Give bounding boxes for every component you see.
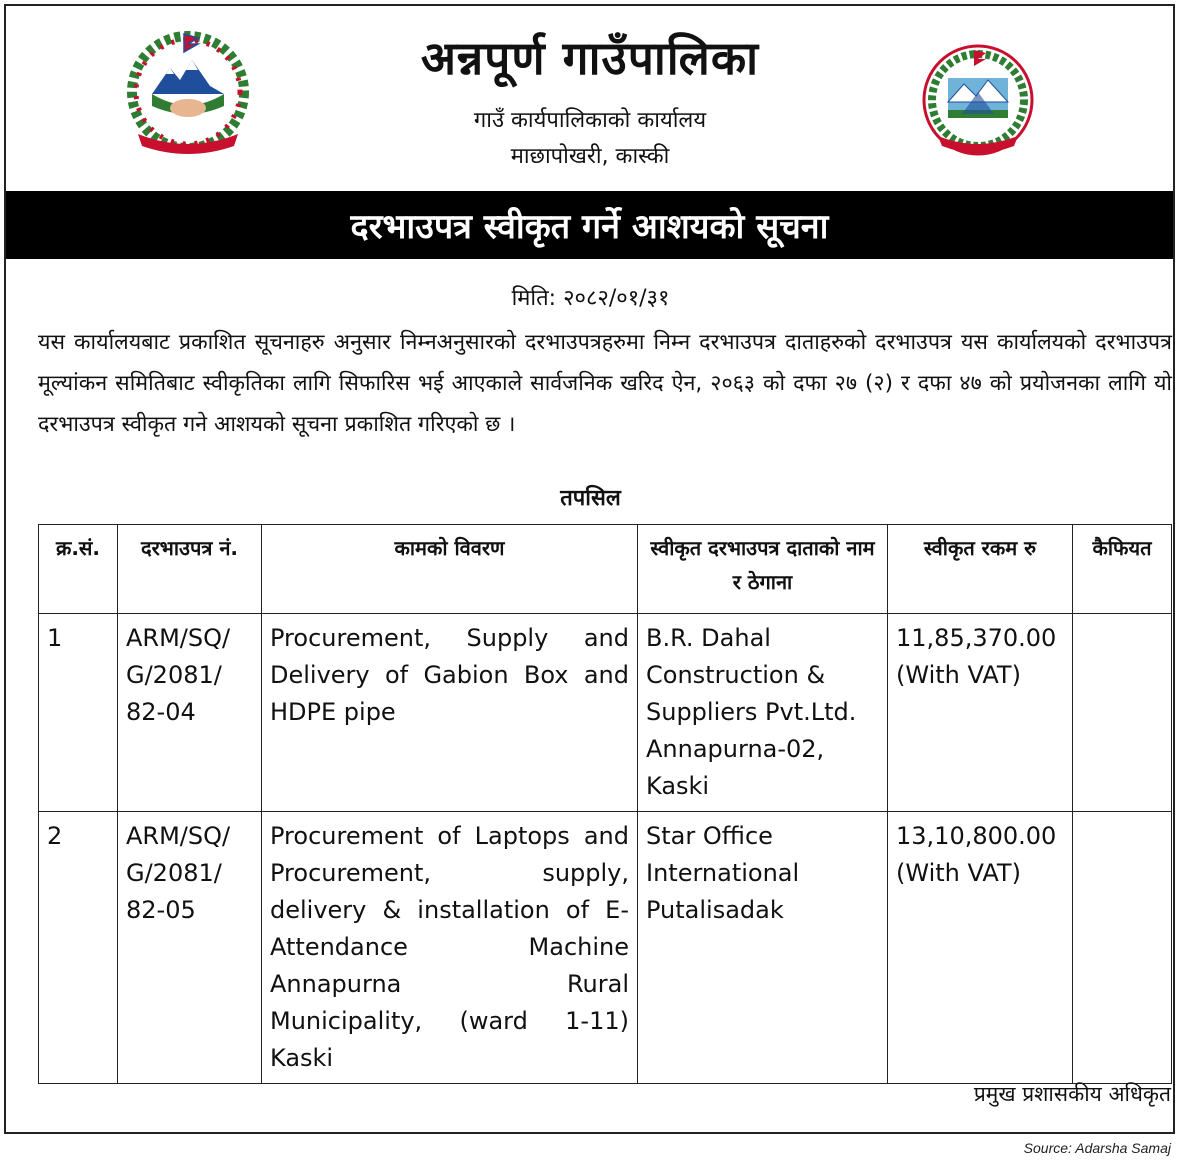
- table-header-row: [39, 525, 1172, 614]
- award-table: [38, 524, 1172, 1084]
- col-header-bidder: स्वीकृत दरभाउपत्र दाताको नाम र ठेगाना: [638, 525, 888, 614]
- col-header-amount: स्वीकृत रकम रु: [888, 525, 1073, 614]
- amount-note: (With VAT): [896, 859, 1021, 887]
- notice-date: मिति: २०८२/०१/३१: [511, 286, 670, 311]
- amount-value: 13,10,800.00: [896, 822, 1057, 850]
- cell-sn: 1: [39, 614, 118, 812]
- col-header-description: कामको विवरण: [262, 525, 638, 614]
- notice-title: दरभाउपत्र स्वीकृत गर्ने आशयको सूचना: [350, 207, 829, 247]
- cell-amount: [888, 812, 1073, 1084]
- cell-description: Procurement of Laptops and Procurement, supply, delivery & installation of E-Attendance Machine Annapurna Rural Municipality, (ward 1-11) Kaski: [262, 812, 638, 1084]
- cell-bid-no: ARM/SQ/ G/2081/ 82-05: [118, 812, 262, 1084]
- office-name: गाउँ कार्यपालिकाको कार्यालय: [473, 108, 707, 133]
- col-header-remarks: कैफियत: [1073, 525, 1172, 614]
- office-address: माछापोखरी, कास्की: [510, 144, 670, 169]
- amount-value: 11,85,370.00: [896, 624, 1057, 652]
- org-name: अन्नपूर्ण गाउँपालिका: [420, 31, 760, 85]
- cell-remarks: [1073, 614, 1172, 812]
- col-header-sn: क्र.सं.: [39, 525, 118, 614]
- table-row: [39, 812, 1172, 1084]
- source-credit: Source: Adarsha Samaj: [1023, 1140, 1171, 1156]
- signatory-title: प्रमुख प्रशासकीय अधिकृत: [973, 1082, 1171, 1106]
- amount-note: (With VAT): [896, 661, 1021, 689]
- schedule-label: तपसिल: [560, 486, 621, 511]
- cell-bidder: Star Office International Putalisadak: [638, 812, 888, 1084]
- notice-body: यस कार्यालयबाट प्रकाशित सूचनाहरु अनुसार निम्नअनुसारको दरभाउपत्रहरुमा निम्न दरभाउपत्र दाताहरुको दरभाउपत्र यस कार्यालयको दरभाउपत्र मूल्यांकन समितिबाट स्वीकृतिका लागि सिफारिस भई आएकाले सार्वजनिक खरिद ऐन, २०६३ को दफा २७ (२) र दफा ४७ को प्रयोजनका लागि यो दरभाउपत्र स्वीकृत गने आशयको सूचना प्रकाशित गरिएको छ ।: [38, 330, 1172, 437]
- cell-amount: [888, 614, 1073, 812]
- cell-remarks: [1073, 812, 1172, 1084]
- notice-title-band: [6, 191, 1173, 259]
- table-row: [39, 614, 1172, 812]
- cell-bid-no: ARM/SQ/ G/2081/ 82-04: [118, 614, 262, 812]
- municipality-logo: [918, 40, 1038, 160]
- nepal-emblem-logo: [118, 30, 258, 160]
- cell-bidder: B.R. Dahal Construction & Suppliers Pvt.Ltd. Annapurna-02, Kaski: [638, 614, 888, 812]
- cell-sn: 2: [39, 812, 118, 1084]
- col-header-bid-no: दरभाउपत्र नं.: [118, 525, 262, 614]
- cell-description: Procurement, Supply and Delivery of Gabion Box and HDPE pipe: [262, 614, 638, 812]
